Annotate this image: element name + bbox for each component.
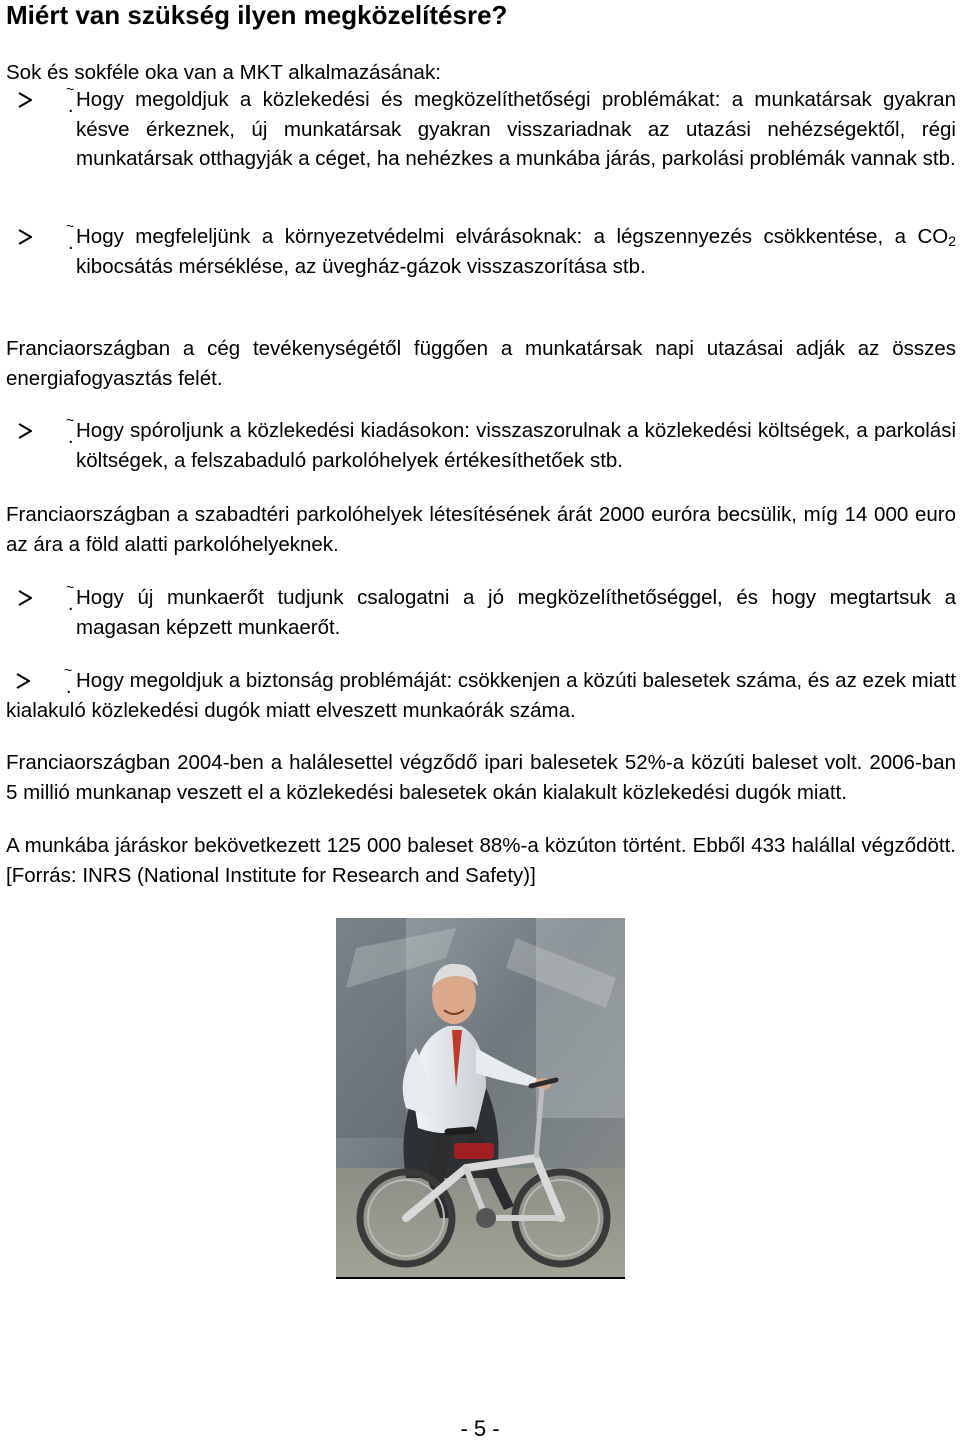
dot-glyph: .	[68, 95, 74, 117]
bullet-item-3	[66, 412, 956, 475]
bullet-text: Hogy új munkaerőt tudjunk csalogatni a jó megközelíthetőséggel, és hogy megtartsuk a magasan képzett munkaerőt.	[76, 586, 956, 639]
bullet-marker	[8, 412, 75, 448]
paragraph-parking: Franciaországban a szabadtéri parkolóhelyek létesítésének árát 2000 euróra becsülik, míg 14 000 euro az ára a föld alatti parkolóhelyeknek.	[6, 503, 956, 556]
bullet-marker	[8, 81, 75, 117]
bullet-item-4	[66, 579, 956, 642]
tilde-glyph: ~	[66, 81, 75, 97]
paragraph-commute-accidents: A munkába járáskor bekövetkezett 125 000 baleset 88%-a közúton történt. Ebből 433 halállal végződött. [Forrás: INRS (National Institute for Research and Safety)]	[6, 834, 956, 887]
paragraph-energy: Franciaországban a cég tevékenységétől függően a munkatársak napi utazásai adják az összes energiafogyasztás felét.	[6, 337, 956, 390]
tilde-glyph: ~	[66, 579, 75, 595]
tilde-glyph: ~	[66, 218, 75, 234]
co2-subscript: 2	[948, 233, 956, 249]
arrow-icon	[18, 590, 32, 606]
bullet-text: Hogy spóroljunk a közlekedési kiadásokon: visszaszorulnak a közlekedési költségek, a parkolási költségek, a felszabaduló parkolóhelyek értékesíthetőek stb.	[76, 419, 956, 472]
bullet-text: Hogy megoldjuk a közlekedési és megközelíthetőségi problémákat: a munkatársak gyakran késve érkeznek, új munkatársak gyakran visszariadnak az utazási nehézségektől, régi munkatársak otthagyják a céget, ha nehézkes a munkába járás, parkolási problémák vannak stb.	[76, 88, 956, 170]
bullet-text-continued: kibocsátás mérséklése, az üvegház-gázok visszaszorítása stb.	[76, 254, 646, 278]
arrow-icon	[18, 92, 32, 108]
arrow-icon	[18, 423, 32, 439]
intro-text: Sok és sokféle oka van a MKT alkalmazásának:	[6, 61, 441, 84]
bullet-text: Hogy megoldjuk a biztonság problémáját: csökkenjen a közúti balesetek száma, és az ezek miatt kialakuló közlekedési dugók miatt elveszett munkaórák száma.	[6, 669, 956, 722]
bullet-item-5	[6, 662, 956, 725]
man-on-bicycle-photo	[336, 918, 625, 1279]
dot-glyph: .	[68, 232, 74, 254]
tilde-glyph: ~	[66, 412, 75, 428]
dot-glyph: .	[66, 676, 72, 698]
dot-glyph: .	[68, 426, 74, 448]
page-heading: Miért van szükség ilyen megközelítésre?	[6, 0, 508, 30]
bullet-marker	[6, 662, 73, 698]
paragraph-accidents: Franciaországban 2004-ben a halálesettel végződő ipari balesetek 52%-a közúti baleset volt. 2006-ban 5 millió munkanap veszett el a közlekedési balesetek okán kialakult közlekedési dugók miatt.	[6, 751, 956, 804]
tilde-glyph: ~	[64, 662, 73, 678]
bullet-item-2	[66, 218, 956, 281]
photo-illustration	[336, 918, 625, 1277]
arrow-icon	[18, 229, 32, 245]
bullet-marker	[8, 579, 75, 615]
arrow-icon	[16, 673, 30, 689]
dot-glyph: .	[68, 593, 74, 615]
bullet-text: Hogy megfeleljünk a környezetvédelmi elvárásoknak: a légszennyezés csökkentése, a CO	[76, 225, 949, 248]
bullet-marker	[8, 218, 75, 254]
page-number: - 5 -	[460, 1416, 500, 1441]
bullet-item-1	[66, 81, 956, 174]
